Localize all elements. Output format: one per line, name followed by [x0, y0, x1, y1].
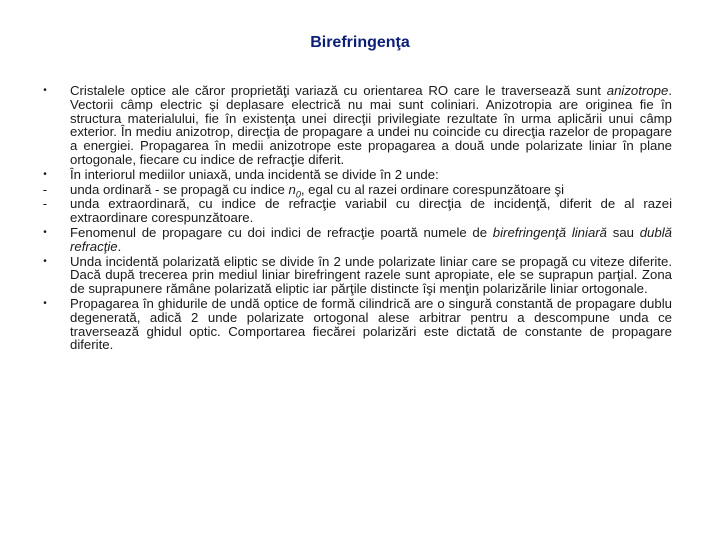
text-run: În interiorul mediilor uniaxă, unda incidentă se divide în 2 unde:: [70, 166, 439, 182]
list-item: [40, 84, 672, 167]
text-run: Unda incidentă polarizată eliptic se divide în 2 unde polarizate liniar care se propagă cu viteze diferite. Dacă după trecerea prin mediul liniar birefringent razele sunt apropiate, ele se suprapun parţial. Zona de suprapunere rămâne polarizată eliptic iar părţile distincte îşi menţin polarizările liniar ortogonale.: [70, 253, 672, 297]
dash-marker: -: [42, 196, 48, 212]
text-run: Propagarea în ghidurile de undă optice de formă cilindrică are o singură constantă de propagare dublu degenerată, adică 2 unde polarizate ortogonal alese arbitrar pentru a descompune unda ce traversează ghidul optic. Comportarea fiecărei polarizări este dictată de constante de propagare diferite.: [70, 295, 672, 353]
dash-marker: -: [42, 181, 48, 197]
bullet-marker: •: [43, 255, 47, 267]
italic-term: anizotrope: [606, 83, 669, 98]
bullet-marker: •: [43, 168, 47, 180]
list-item: [40, 255, 672, 296]
text-run: Cristalele optice ale căror proprietăţi variază cu orientarea RO care le traversează sunt: [70, 83, 607, 98]
item-text: [70, 296, 672, 352]
list-item: [40, 168, 672, 182]
text-run: .: [117, 238, 122, 254]
text-run: unda extraordinară, cu indice de refracţie variabil cu direcţia de incidenţă, diferit de al razei extraordinare corespunzătoare.: [70, 196, 672, 226]
text-run: . Vectorii câmp electric şi deplasare electrică nu mai sunt coliniari. Anizotropia are originea fie în structura materialului, fie în existenţa unei direcţii privilegiate rezultate în urma aplicării unui câmp exterior. În mediu anizotrop, direcţia de propagare a undei nu coincide cu direcţia razelor de propagare a energiei. Propagarea în medii anizotrope este propagarea a două unde polarizate liniar în plane ortogonale, fiecare cu indice de refracţie diferit.: [70, 83, 672, 167]
bullet-list: [40, 84, 672, 353]
text-run: sau: [607, 224, 640, 240]
slide-title: Birefringenţa: [310, 34, 410, 51]
text-run: , egal cu al razei ordinare corespunzătoare şi: [300, 181, 565, 197]
italic-term: birefringenţă liniară: [492, 224, 608, 240]
italic-symbol: n: [288, 181, 296, 197]
list-item: [40, 197, 672, 225]
item-text: [70, 167, 439, 182]
list-item: [40, 226, 672, 254]
item-text: [70, 196, 672, 225]
subscript: 0: [295, 189, 301, 200]
text-run: unda ordinară - se propagă cu indice: [70, 181, 289, 197]
item-text: [70, 83, 672, 167]
item-text: [70, 225, 672, 254]
bullet-marker: •: [43, 226, 47, 238]
item-text: [70, 181, 565, 200]
text-run: Fenomenul de propagare cu doi indici de refracţie poartă numele de: [70, 224, 493, 240]
bullet-marker: •: [43, 297, 47, 309]
list-item: [40, 181, 672, 200]
italic-term: dublă refracţie: [70, 224, 672, 254]
bullet-marker: •: [43, 85, 47, 96]
item-text: [70, 254, 672, 297]
list-item: [40, 297, 672, 352]
